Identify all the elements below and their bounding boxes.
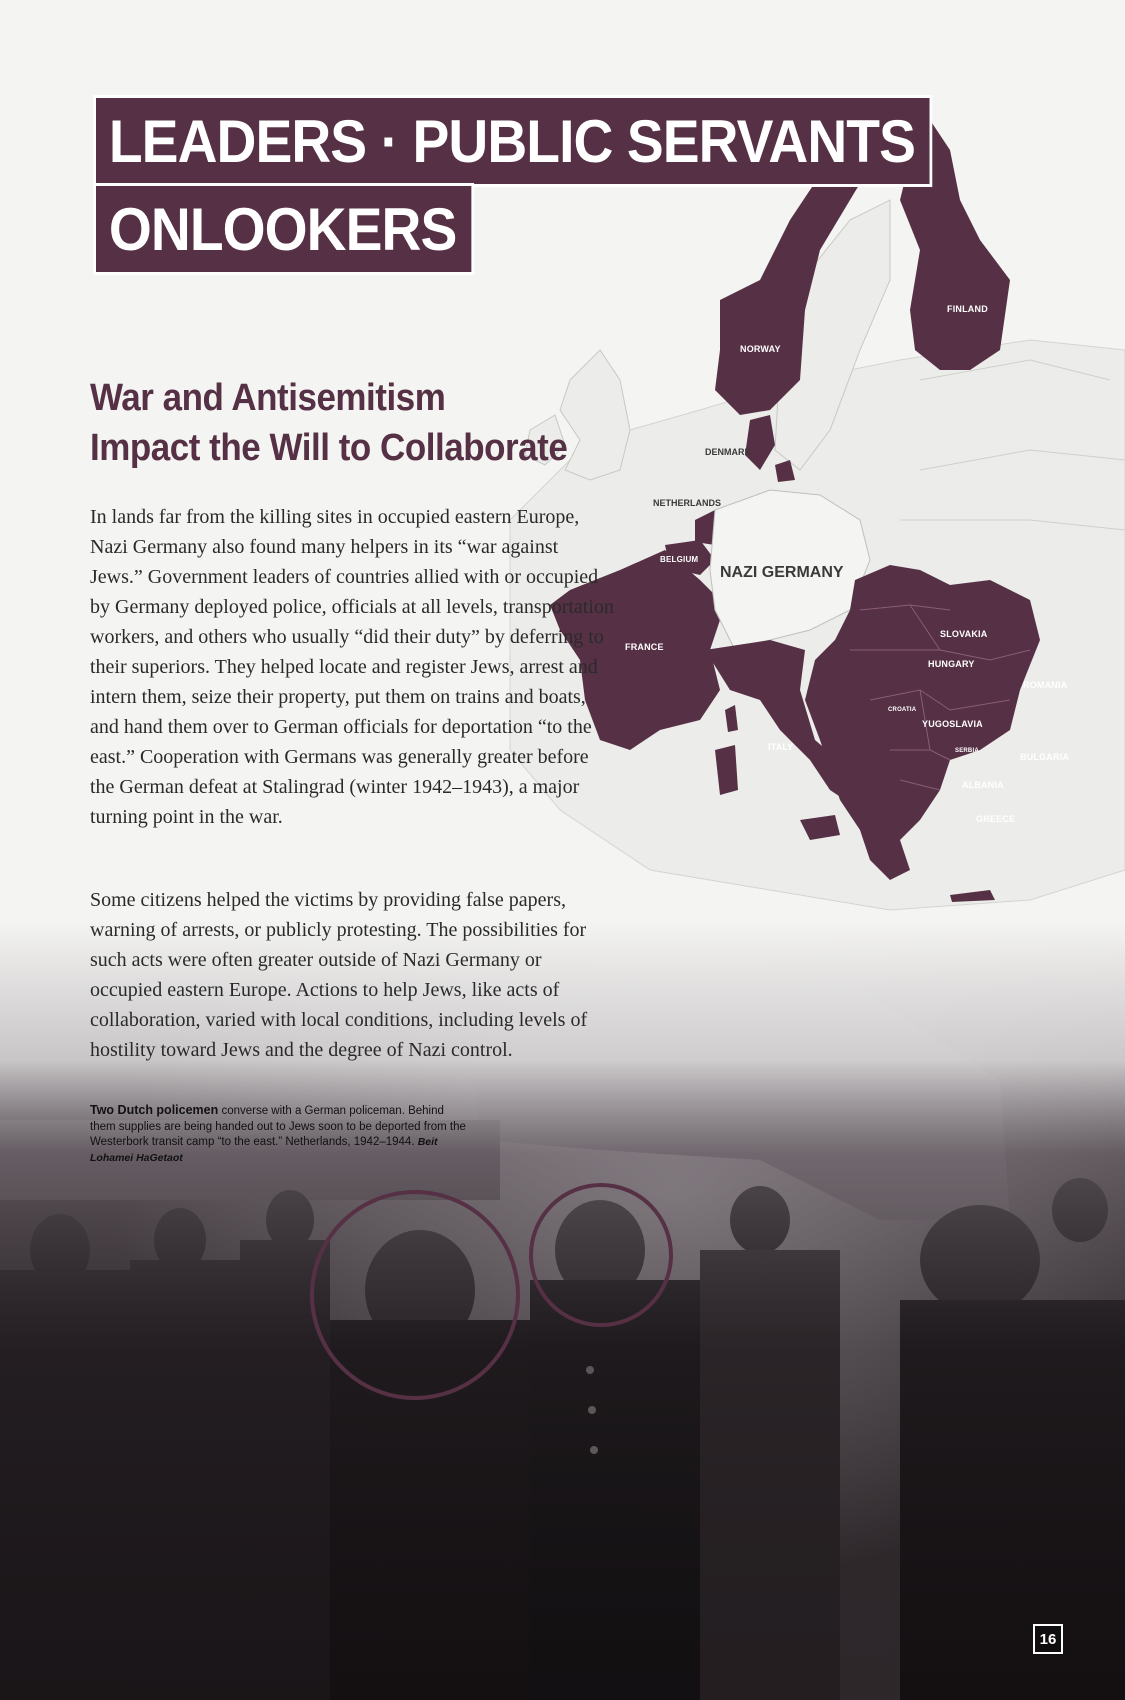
label-denmark: DENMARK xyxy=(705,447,751,457)
label-serbia: SERBIA xyxy=(955,748,979,754)
label-romania: ROMANIA xyxy=(1023,680,1068,690)
label-france: FRANCE xyxy=(625,642,664,652)
label-hungary: HUNGARY xyxy=(928,659,975,669)
caption-credit: Beit Lohamei HaGetaot xyxy=(90,1136,438,1164)
label-yugoslavia: YUGOSLAVIA xyxy=(922,719,983,729)
label-belgium: BELGIUM xyxy=(660,555,699,564)
label-norway: NORWAY xyxy=(740,344,781,354)
page-number: 16 xyxy=(1033,1624,1063,1654)
section-heading xyxy=(90,373,605,473)
label-slovakia: SLOVAKIA xyxy=(940,629,988,639)
label-germany: NAZI GERMANY xyxy=(720,564,844,581)
label-greece: GREECE xyxy=(976,814,1016,824)
caption-lead: Two Dutch policemen xyxy=(90,1103,219,1117)
heading-line1: War and Antisemitism xyxy=(90,377,446,419)
label-finland: FINLAND xyxy=(947,304,988,314)
label-bulgaria: BULGARIA xyxy=(1020,752,1070,762)
heading-line2: Impact the Will to Collaborate xyxy=(90,427,568,469)
body-paragraph-2: Some citizens helped the victims by providing false papers, warning of arrests, or publicly protesting. The possibilities for such acts were often greater outside of Nazi Germany or occupied eastern Europe. Actions to help Jews, like acts of collaboration, varied with local conditions, including levels of hostility toward Jews and the degree of Nazi control. xyxy=(90,889,588,1061)
body-paragraph-1: In lands far from the killing sites in occupied eastern Europe, Nazi Germany also found many helpers in its “war against Jews.” Government leaders of countries allied with or occupied by Germany deployed police, officials at all levels, transportation workers, and others who usually “did their duty” by deferring to their superiors. They helped locate and register Jews, arrest and intern them, seize their property, put them on trains and boats, and hand them over to German officials for deportation “to the east.” Cooperation with Germans was generally greater before the German defeat at Stalingrad (winter 1942–1943), a major turning point in the war. xyxy=(90,506,614,828)
label-italy: ITALY xyxy=(768,742,794,752)
label-netherlands: NETHERLANDS xyxy=(653,498,722,508)
title-banner-line2: ONLOOKERS xyxy=(96,186,471,272)
label-albania: ALBANIA xyxy=(962,780,1004,790)
photo-caption xyxy=(90,1103,470,1166)
label-croatia: CROATIA xyxy=(888,707,917,713)
caption-text: converse with a German policeman. Behind them supplies are being handed out to Jews soon to be deported from the Westerbork transit camp “to the east.” Netherlands, 1942–1944. xyxy=(90,1105,466,1148)
title-banner-line1: LEADERS · PUBLIC SERVANTS xyxy=(96,98,930,184)
